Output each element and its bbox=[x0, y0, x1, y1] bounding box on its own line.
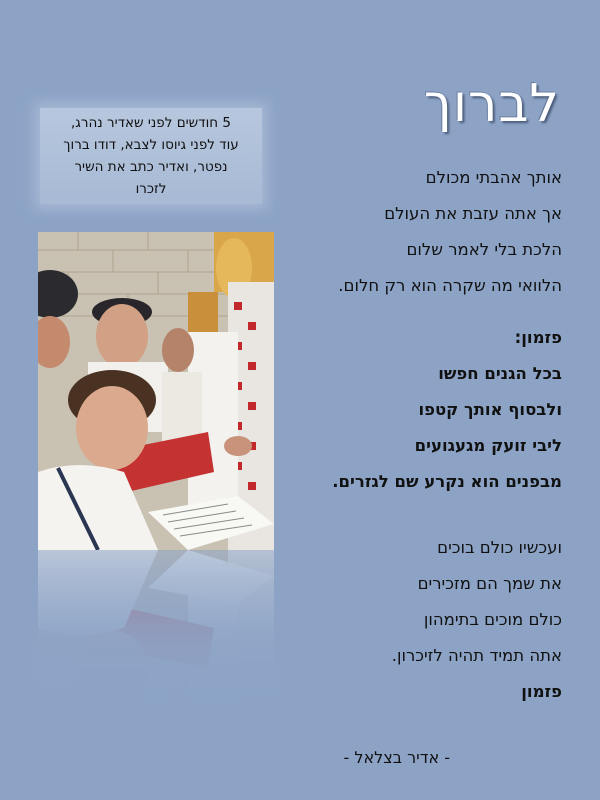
verse-line: הלכת בלי לאמר שלום bbox=[406, 240, 562, 259]
caption-line: לזכרו bbox=[135, 181, 167, 197]
chorus-line: ולבסוף אותך קטפו bbox=[418, 400, 562, 419]
reflection-fade bbox=[38, 550, 274, 722]
author-signature: - אדיר בצלאל - bbox=[343, 748, 450, 767]
caption-line: 5 חודשים לפני שאדיר נהרג, bbox=[71, 115, 231, 131]
verse-line: הלוואי מה שקרה הוא רק חלום. bbox=[338, 276, 562, 295]
chorus-line: ליבי זועק מגעגועים bbox=[414, 436, 562, 455]
verse-line: אך אתה עזבת את העולם bbox=[384, 204, 562, 223]
bar-mitzvah-photo bbox=[38, 232, 274, 550]
caption-line: עוד לפני גיוסו לצבא, דודו ברוך bbox=[63, 137, 239, 153]
poem-body bbox=[262, 160, 562, 710]
chorus-line: בכל הגנים חפשו bbox=[438, 364, 562, 383]
verse-line: את שמך הם מזכירים bbox=[417, 574, 562, 593]
verse-line: אותך אהבתי מכולם bbox=[425, 168, 562, 187]
chorus-line: מבפנים הוא נקרע שם לגזרים. bbox=[332, 472, 562, 491]
chorus-heading: פזמון: bbox=[514, 328, 562, 347]
chorus-repeat: פזמון bbox=[521, 682, 562, 701]
caption-line: נפטר, ואדיר כתב את השיר bbox=[74, 159, 228, 175]
verse-line: ועכשיו כולם בוכים bbox=[437, 538, 562, 557]
verse-line: כולם מוכים בתימהון bbox=[423, 610, 562, 629]
verse-line: אתה תמיד תהיה לזיכרון. bbox=[391, 646, 562, 665]
caption-box bbox=[40, 108, 262, 204]
poem-title: לברוך bbox=[423, 74, 560, 134]
photo-with-reflection bbox=[38, 232, 274, 722]
